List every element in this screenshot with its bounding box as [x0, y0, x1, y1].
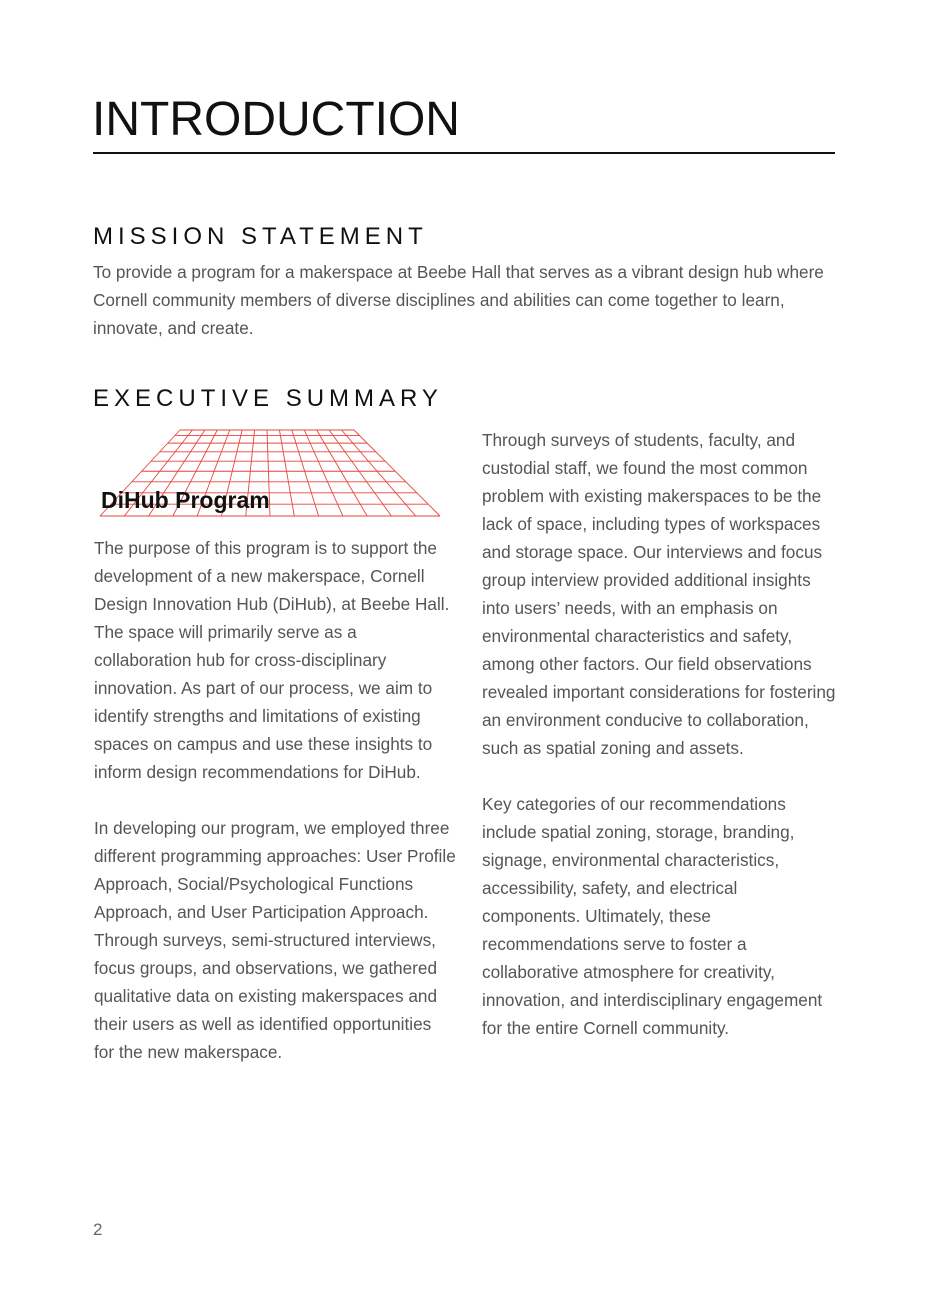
summary-paragraph: Through surveys of students, faculty, and custodial staff, we found the most common problem with existing makerspaces to be the lack of space, including types of workspaces and storage space. Our interviews and focus group interview provided additional insights into users’ needs, with an emphasis on environmental characteristics and safety, among other factors. Our field observations revealed important considerations for fostering an environment conducive to collaboration, such as spatial zoning and assets.	[482, 430, 836, 758]
dihub-program-label: DiHub Program	[101, 487, 270, 513]
executive-summary-right-column	[482, 426, 838, 1042]
executive-summary-left-column	[94, 534, 456, 1066]
executive-summary-heading: EXECUTIVE SUMMARY	[93, 385, 443, 412]
title-divider	[93, 152, 835, 154]
summary-paragraph: In developing our program, we employed three different programming approaches: User Profile Approach, Social/Psychological Functions Approach, and User Participation Approach. Through surveys, semi-structured interviews, focus groups, and observations, we gathered qualitative data on existing makerspaces and their users as well as identified opportunities for the new makerspace.	[94, 818, 456, 1062]
page-title: INTRODUCTION	[92, 93, 460, 146]
page-number: 2	[93, 1220, 103, 1239]
summary-paragraph: Key categories of our recommendations include spatial zoning, storage, branding, signage, environmental characteristics, accessibility, safety, and electrical components. Ultimately, these recommendations serve to foster a collaborative atmosphere for creativity, innovation, and interdisciplinary engagement for the entire Cornell community.	[482, 794, 823, 1038]
mission-statement-text: To provide a program for a makerspace at Beebe Hall that serves as a vibrant design hub where Cornell community members of diverse disciplines and abilities can come together to learn, innovate, and create.	[93, 262, 824, 338]
mission-statement-heading: MISSION STATEMENT	[93, 223, 428, 250]
summary-paragraph: The purpose of this program is to support the development of a new makerspace, Cornell Design Innovation Hub (DiHub), at Beebe Hall. The space will primarily serve as a collaboration hub for cross-disciplinary innovation. As part of our process, we aim to identify strengths and limitations of existing spaces on campus and use these insights to inform design recommendations for DiHub.	[94, 538, 450, 782]
